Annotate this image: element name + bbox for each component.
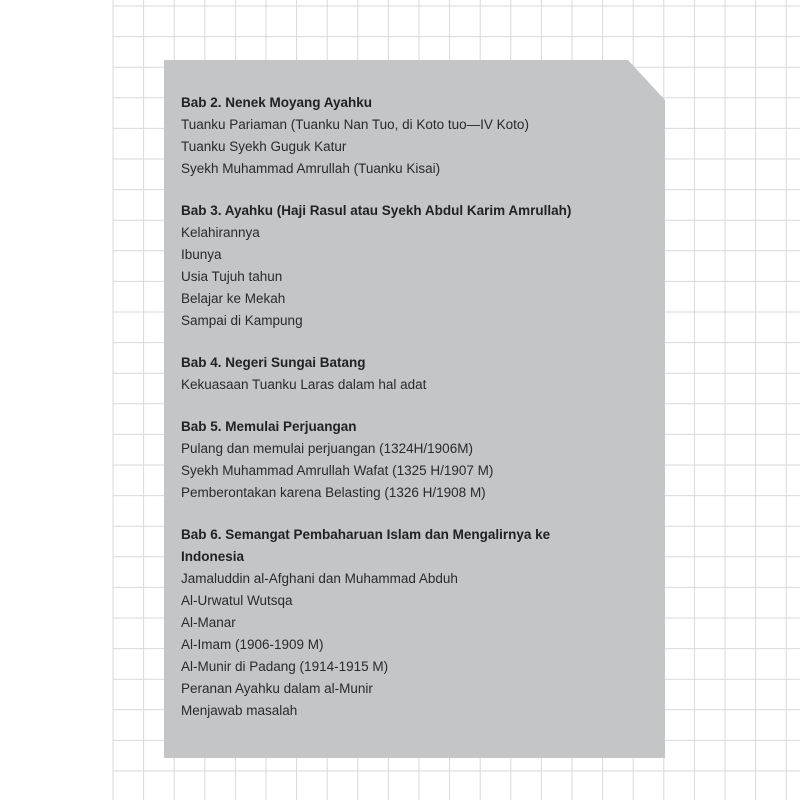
chapter-section (181, 416, 601, 504)
chapter-title: Bab 4. Negeri Sungai Batang (181, 355, 366, 370)
chapter-section (181, 524, 601, 722)
chapter-entry: Kekuasaan Tuanku Laras dalam hal adat (181, 377, 427, 392)
chapter-entry: Al-Urwatul Wutsqa (181, 593, 293, 608)
chapter-title: Bab 2. Nenek Moyang Ayahku (181, 95, 373, 110)
chapter-entry: Menjawab masalah (181, 703, 298, 718)
chapter-entry: Pemberontakan karena Belasting (1326 H/1908 M) (181, 485, 486, 500)
chapter-title: Bab 6. Semangat Pembaharuan Islam dan Mengalirnya ke Indonesia (181, 527, 551, 564)
chapter-title: Bab 3. Ayahku (Haji Rasul atau Syekh Abdul Karim Amrullah) (181, 203, 572, 218)
chapter-section (181, 352, 601, 396)
chapter-entry: Syekh Muhammad Amrullah (Tuanku Kisai) (181, 161, 441, 176)
chapter-entry: Tuanku Pariaman (Tuanku Nan Tuo, di Koto tuo—IV Koto) (181, 117, 529, 132)
chapter-title: Bab 5. Memulai Perjuangan (181, 419, 357, 434)
chapter-entries (181, 374, 601, 396)
chapter-entry: Al-Munir di Padang (1914-1915 M) (181, 659, 389, 674)
chapter-entries (181, 222, 601, 332)
chapter-entry: Belajar ke Mekah (181, 291, 286, 306)
chapter-entry: Kelahirannya (181, 225, 260, 240)
chapter-section (181, 92, 601, 180)
chapter-list (181, 92, 601, 722)
chapter-entry: Peranan Ayahku dalam al-Munir (181, 681, 373, 696)
chapter-entry: Pulang dan memulai perjuangan (1324H/1906M) (181, 441, 473, 456)
chapter-entry: Tuanku Syekh Guguk Katur (181, 139, 347, 154)
chapter-entry: Ibunya (181, 247, 222, 262)
table-of-contents (181, 92, 601, 742)
chapter-entry: Jamaluddin al-Afghani dan Muhammad Abduh (181, 571, 458, 586)
chapter-entries (181, 114, 601, 180)
chapter-entry: Usia Tujuh tahun (181, 269, 283, 284)
chapter-section (181, 200, 601, 332)
chapter-entries (181, 568, 601, 722)
chapter-entry: Syekh Muhammad Amrullah Wafat (1325 H/1907 M) (181, 463, 494, 478)
chapter-entry: Sampai di Kampung (181, 313, 303, 328)
chapter-entry: Al-Manar (181, 615, 236, 630)
chapter-entry: Al-Imam (1906-1909 M) (181, 637, 324, 652)
chapter-entries (181, 438, 601, 504)
